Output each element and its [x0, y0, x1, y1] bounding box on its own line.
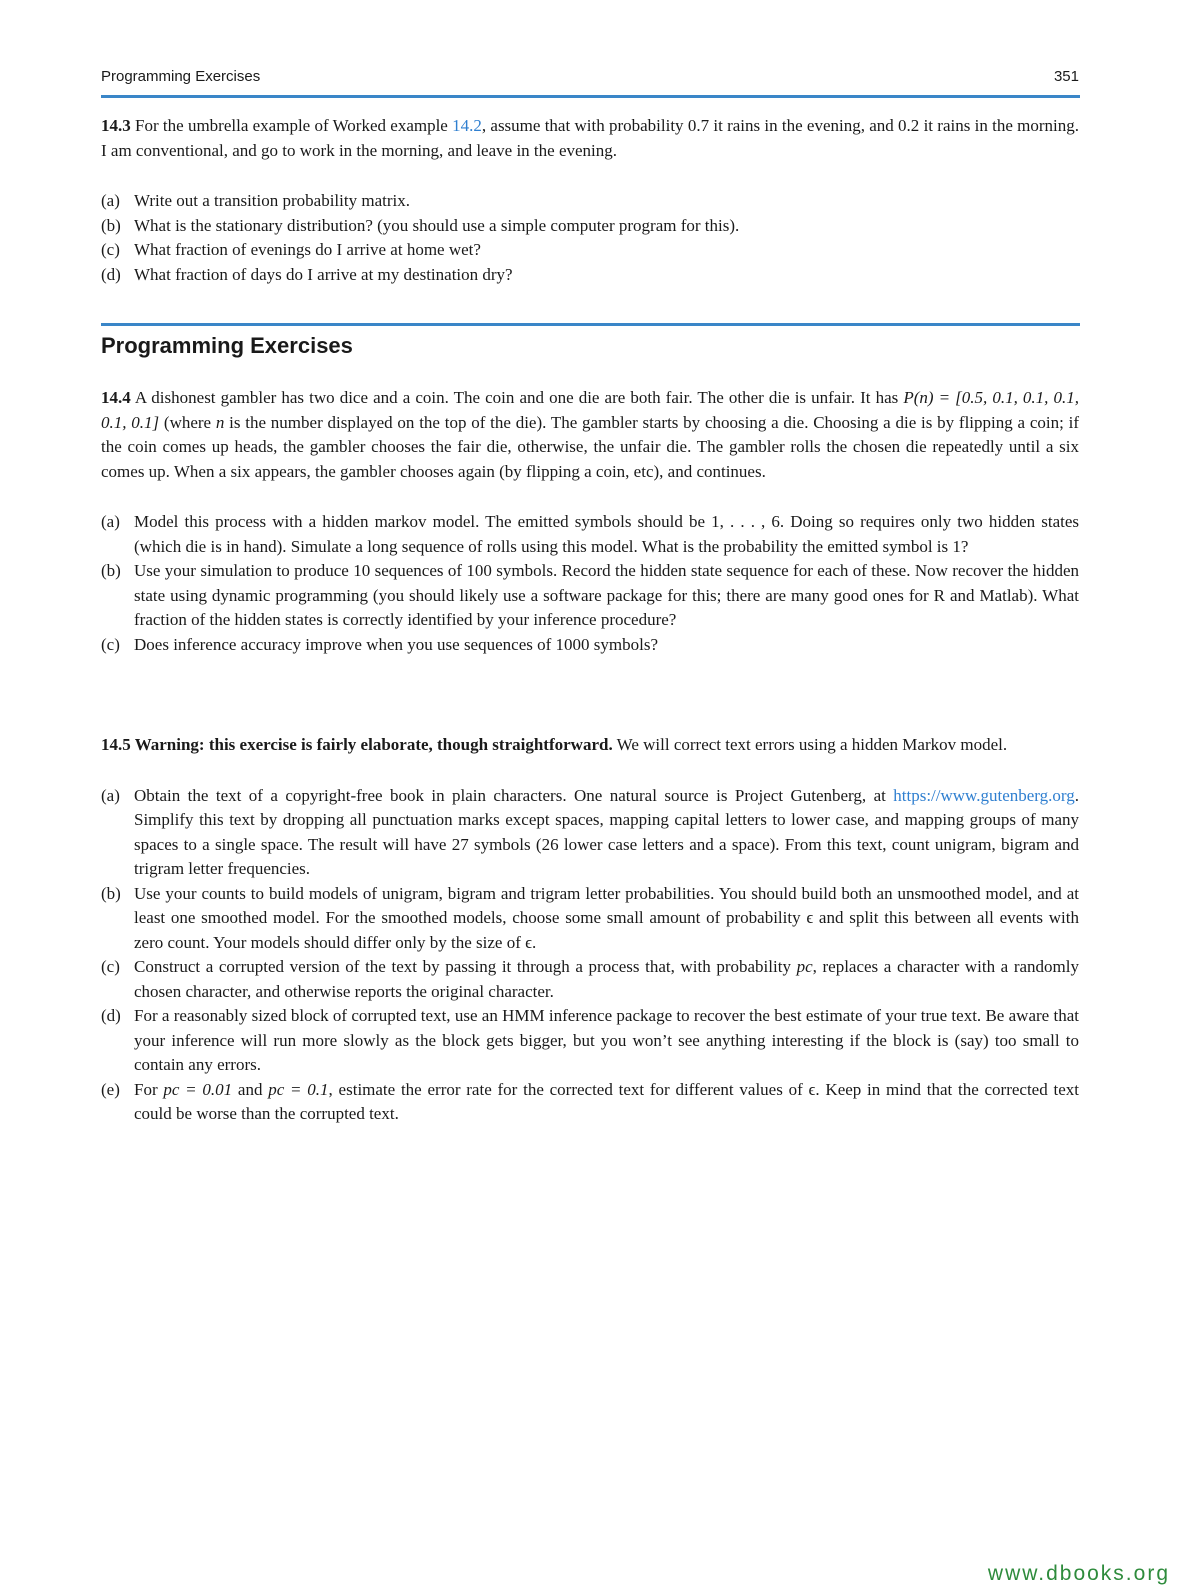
list-item: (e) For pc = 0.01 and pc = 0.1, estimate the error rate for the corrected text for different values of ϵ. Keep in mind that the corrected text could be worse than the corrupted text.	[101, 1079, 1079, 1123]
exercise-14-4-statement: 14.4 A dishonest gambler has two dice and a coin. The coin and one die are both fair. The other die is unfair. It has P(n) = [0.5, 0.1, 0.1, 0.1, 0.1, 0.1] (where n is the number displayed on the top of the die). The gambler starts by choosing a die. Choosing a die is by flipping a coin; if the coin comes up heads, the gambler chooses the fair die, otherwise, the unfair die. The gambler rolls the chosen die repeatedly until a six comes up. When a six appears, the gambler chooses again (by flipping a coin, etc), and continues.	[101, 388, 1079, 481]
exercise-14-4-items	[101, 510, 1079, 657]
section-title: Programming Exercises	[101, 333, 353, 358]
list-item: (c) Construct a corrupted version of the text by passing it through a process that, with probability pc, replaces a character with a randomly chosen character, and otherwise reports the original character.	[101, 957, 1080, 1001]
list-item: (b) Use your counts to build models of unigram, bigram and trigram letter probabilities. You should build both an unsmoothed model, and at least one smoothed model. For the smoothed models, choose some small amount of probability ϵ and split this between all events with zero count. Your models should differ only by the size of ϵ.	[101, 883, 1079, 952]
gutenberg-link[interactable]: https://www.gutenberg.org	[893, 785, 1075, 805]
probability-formula: P(n) = [0.5, 0.1, 0.1, 0.1, 0.1, 0.1]	[101, 388, 1079, 432]
exercise-14-3-statement: 14.3 For the umbrella example of Worked example 14.2, assume that with probability 0.7 it rains in the evening, and 0.2 it rains in the morning. I am conventional, and go to work in the morning, and leave in the evening.	[101, 116, 1079, 160]
list-item: (b) What is the stationary distribution? (you should use a simple computer program for this).	[101, 215, 740, 235]
list-item: (a) Obtain the text of a copyright-free book in plain characters. One natural source is Project Gutenberg, at https://www.gutenberg.org. Simplify this text by dropping all punctuation marks except spaces, mapping capital letters to lower case, and mapping groups of many spaces to a single space. The result will have 27 symbols (26 lower case letters and a space). From this text, count unigram, bigram and trigram letter frequencies.	[101, 785, 1079, 878]
header-rule	[101, 95, 1080, 98]
exercise-number: 14.3	[101, 116, 131, 135]
list-item: (d) What fraction of days do I arrive at my destination dry?	[101, 264, 513, 284]
section-rule	[101, 323, 1080, 326]
exercise-14-5-items	[101, 784, 1079, 1127]
page-number: 351	[1053, 68, 1079, 85]
list-item: (d) For a reasonably sized block of corrupted text, use an HMM inference package to recover the best estimate of your true text. Be aware that your inference will run more slowly as the block gets bigger, but you won’t see anything interesting if the block is (say) too small to contain any errors.	[101, 1006, 1079, 1074]
warning-text: Warning: this exercise is fairly elaborate, though straightforward.	[130, 735, 613, 754]
list-item: (a) Model this process with a hidden markov model. The emitted symbols should be 1, . . . , 6. Doing so requires only two hidden states (which die is in hand). Simulate a long sequence of rolls using this model. What is the probability the emitted symbol is 1?	[101, 512, 1079, 556]
exercise-14-4	[101, 386, 1079, 657]
exercise-14-5	[101, 733, 1079, 1127]
running-header	[101, 68, 1079, 90]
exercise-14-3	[101, 114, 1079, 287]
list-item: (a) Write out a transition probability matrix.	[101, 191, 410, 210]
list-item: (c) What fraction of evenings do I arrive at home wet?	[101, 240, 481, 259]
watermark: www.dbooks.org	[987, 1562, 1170, 1585]
list-item: (b) Use your simulation to produce 10 sequences of 100 symbols. Record the hidden state sequence for each of these. Now recover the hidden state using dynamic programming (you should likely use a software package for this; there are many good ones for R and Matlab). What fraction of the hidden states is correctly identified by your inference procedure?	[101, 561, 1079, 629]
exercise-14-5-statement: 14.5 Warning: this exercise is fairly elaborate, though straightforward. We will correct text errors using a hidden Markov model.	[101, 735, 1008, 754]
running-title: Programming Exercises	[101, 68, 261, 85]
worked-example-link[interactable]: 14.2	[452, 116, 482, 135]
list-item: (c) Does inference accuracy improve when you use sequences of 1000 symbols?	[101, 634, 658, 654]
exercise-14-3-items	[101, 189, 1079, 287]
